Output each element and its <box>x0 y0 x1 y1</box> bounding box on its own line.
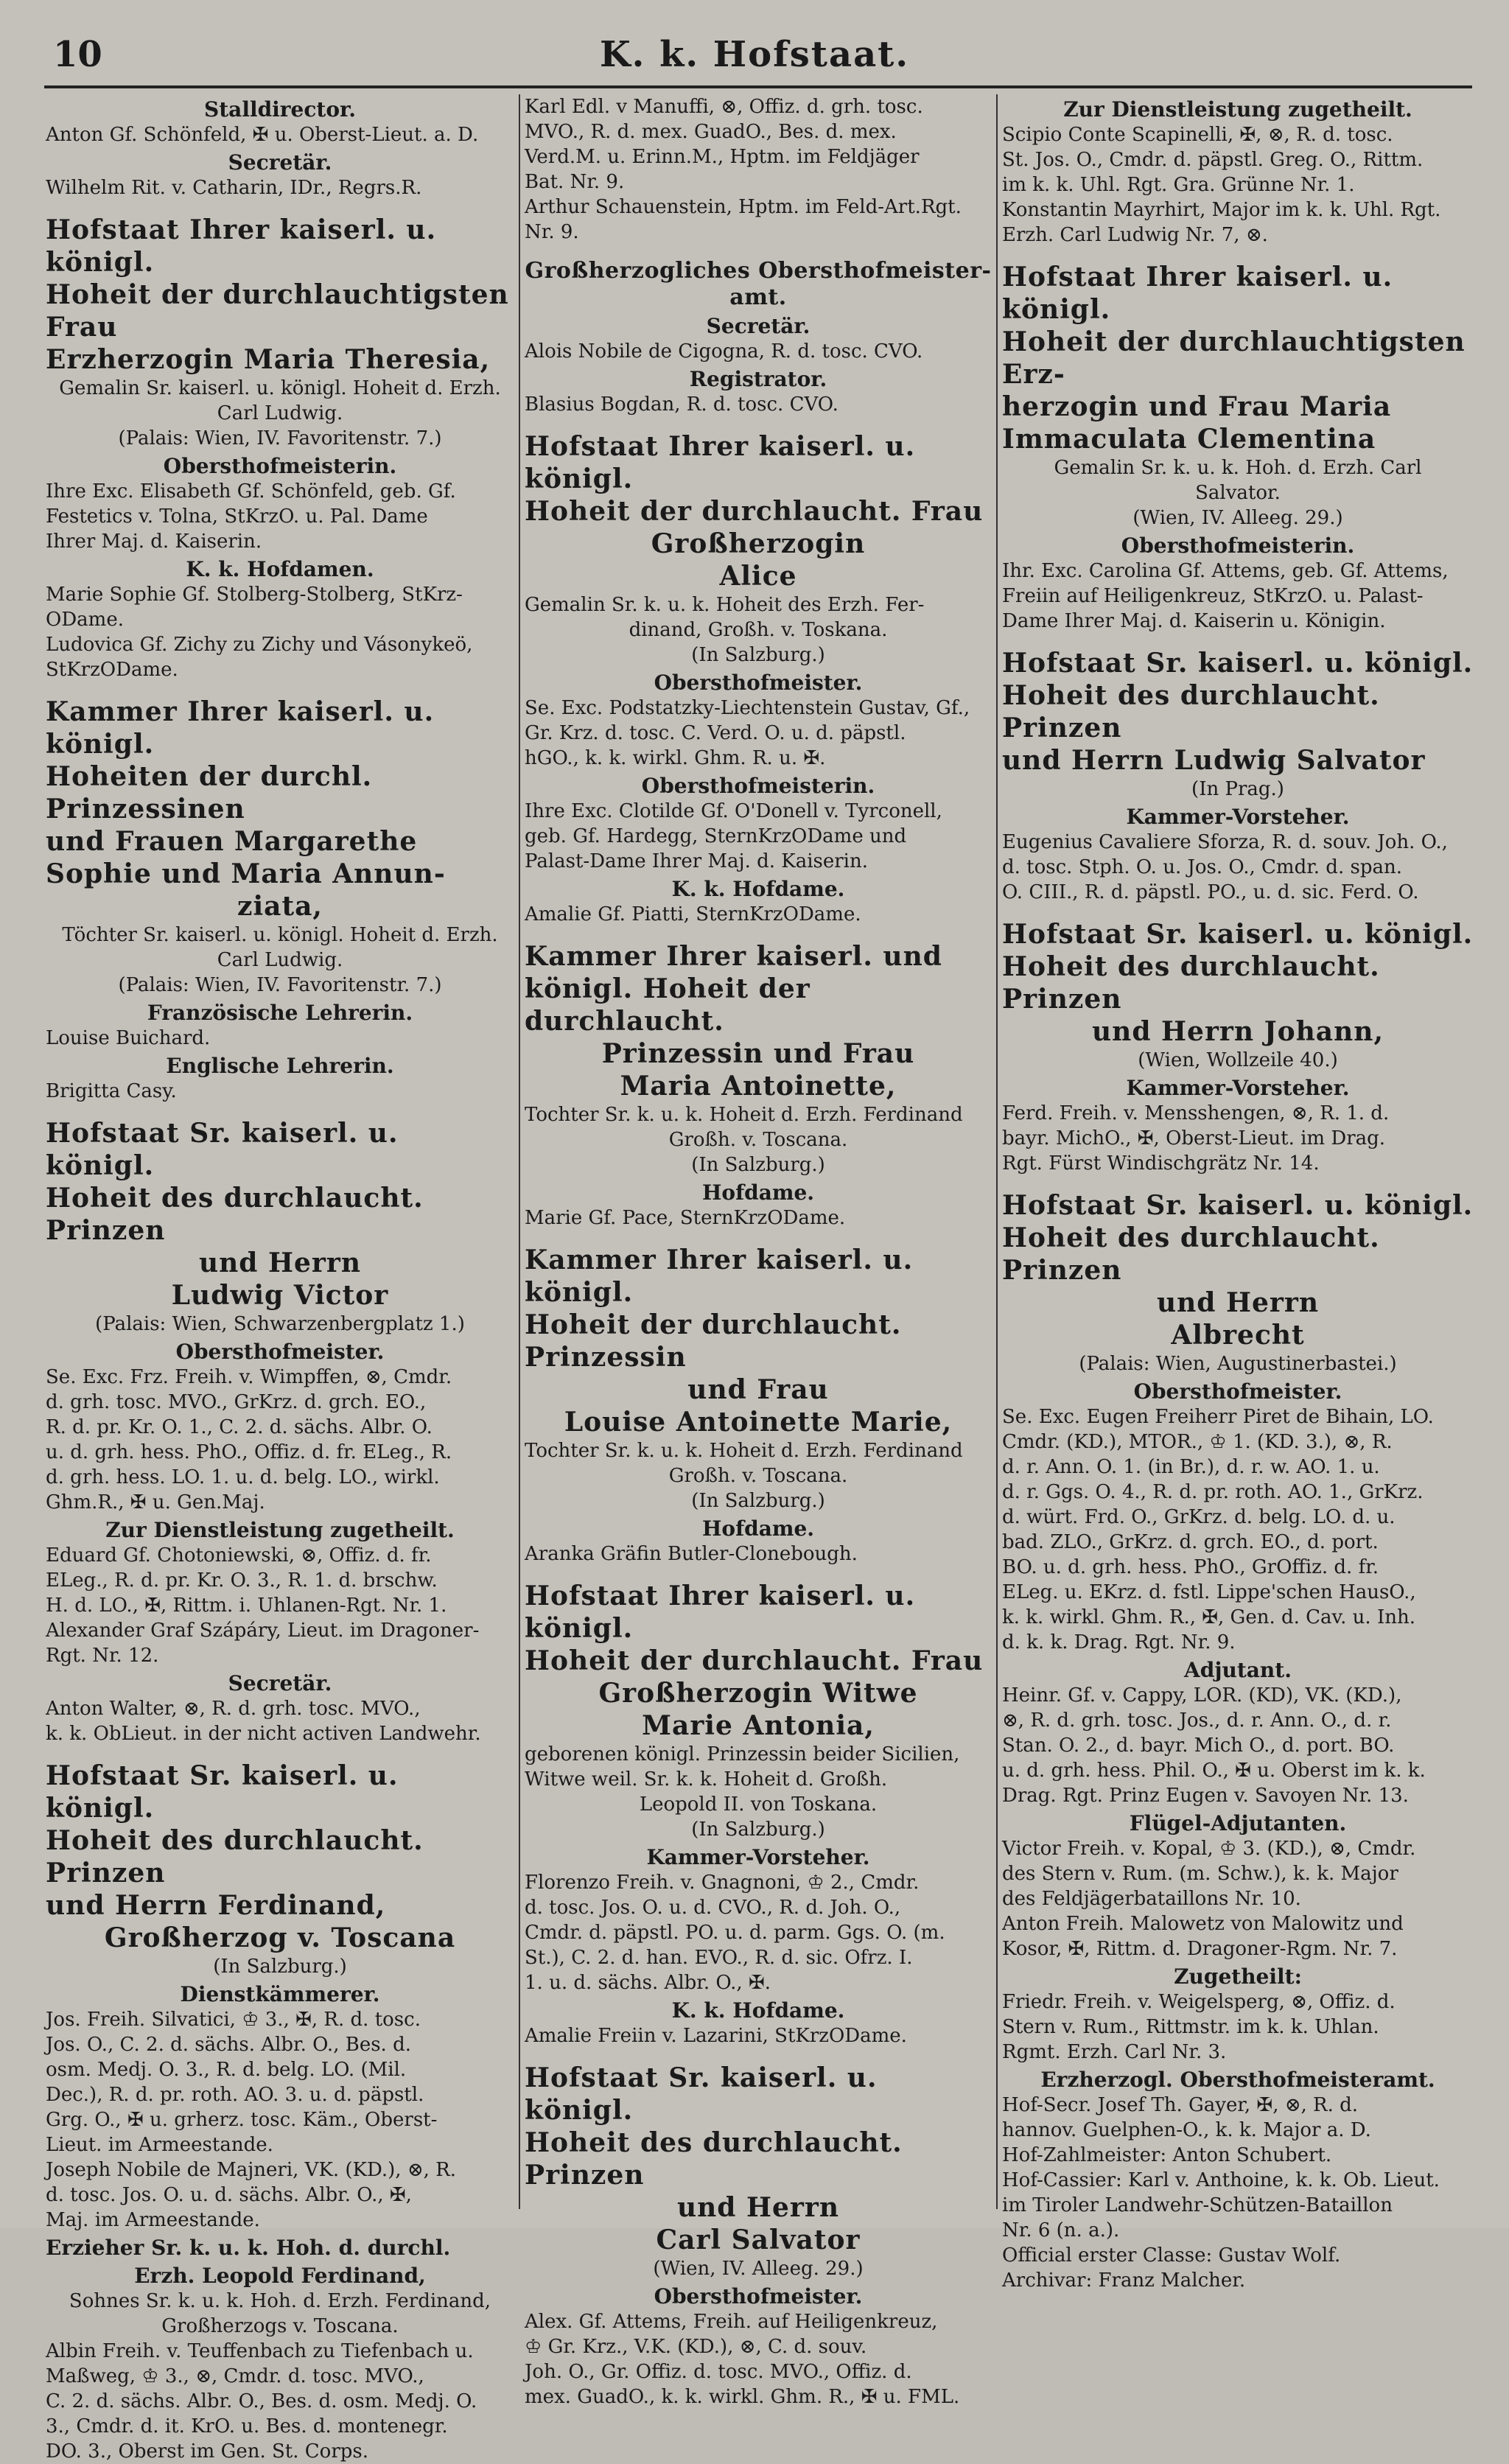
entry-line: u. d. grh. hess. PhO., Offiz. d. fr. ELeg., R. <box>46 1441 452 1463</box>
entry-line: d. r. Ann. O. 1. (in Br.), d. r. w. AO. 1. u. <box>1002 1456 1380 1478</box>
section-continued-entries <box>525 94 992 245</box>
section-heading: königl. Hoheit der durchlaucht. <box>525 973 810 1037</box>
section-heading: Maria Antoinette, <box>620 1071 897 1102</box>
entry-line: Wilhelm Rit. v. Catharin, IDr., Regrs.R. <box>46 177 422 199</box>
entry-line: Alois Nobile de Cigogna, R. d. tosc. CVO. <box>525 340 923 363</box>
entry-line: ⊗, R. d. grh. tosc. Jos., d. r. Ann. O., d. r. <box>1002 1709 1392 1732</box>
entry-line: ODame. <box>46 609 124 631</box>
section-subtitle: K. k. Hofdamen. <box>186 557 374 581</box>
entry-line: StKrzODame. <box>46 659 178 681</box>
section-louise-antoinette <box>525 1244 992 1567</box>
entry-line: Bat. Nr. 9. <box>525 171 625 193</box>
section-subtitle: Französische Lehrerin. <box>147 1001 413 1025</box>
section-margarethe-annunziata <box>46 696 514 1104</box>
entry-line: bayr. MichO., ✠, Oberst-Lieut. im Drag. <box>1002 1127 1386 1149</box>
entry-line: Großh. v. Toscana. <box>668 1129 848 1151</box>
entry-line: (In Prag.) <box>1191 778 1284 800</box>
entry-line: Karl Edl. v Manuffi, ⊗, Offiz. d. grh. tosc. <box>525 96 923 118</box>
section-heading: Hofstaat Sr. kaiserl. u. königl. <box>1002 1190 1474 1221</box>
entry-line: d. würt. Frd. O., GrKrz. d. belg. LO. d. u. <box>1002 1506 1396 1528</box>
section-heading: Kammer Ihrer kaiserl. u. königl. <box>46 696 435 760</box>
section-heading: Hofstaat Sr. kaiserl. u. königl. <box>1002 919 1474 950</box>
entry-line: (In Salzburg.) <box>691 1490 825 1512</box>
entry-line: (In Salzburg.) <box>691 1819 825 1841</box>
entry-line: Heinr. Gf. v. Cappy, LOR. (KD), VK. (KD.), <box>1002 1684 1402 1707</box>
entry-line: geborenen königl. Prinzessin beider Sicilien, <box>525 1743 960 1765</box>
section-heading: Louise Antoinette Marie, <box>564 1407 953 1438</box>
section-heading: Carl Salvator <box>656 2225 861 2255</box>
entry-line: ♔ Gr. Krz., V.K. (KD.), ⊗, C. d. souv. <box>525 2336 867 2358</box>
section-heading: Hofstaat Ihrer kaiserl. u. königl. <box>525 1581 916 1644</box>
section-ludwig-victor <box>46 1117 514 1746</box>
section-grossherzogliches-amt <box>525 258 992 417</box>
entry-line: Jos. Freih. Silvatici, ♔ 3., ✠, R. d. tosc. <box>46 2009 421 2031</box>
section-johann <box>1002 918 1474 1176</box>
section-heading: Hoheit der durchlaucht. Prinzessin <box>525 1309 902 1373</box>
entry-line: Joh. O., Gr. Offiz. d. tosc. MVO., Offiz. d. <box>525 2361 912 2383</box>
entry-line: Marie Sophie Gf. Stolberg-Stolberg, StKrz- <box>46 584 463 606</box>
section-title: Zur Dienstleistung zugetheilt. <box>1063 97 1412 122</box>
section-albrecht <box>1002 1189 1474 2293</box>
entry-line: des Stern v. Rum. (m. Schw.), k. k. Major <box>1002 1863 1398 1885</box>
entry-line: Tochter Sr. k. u. k. Hoheit d. Erzh. Ferdinand <box>525 1104 963 1126</box>
entry-line: d. k. k. Drag. Rgt. Nr. 9. <box>1002 1631 1236 1653</box>
entry-line: Ihr. Exc. Carolina Gf. Attems, geb. Gf. Attems, <box>1002 560 1449 582</box>
entry-line: Se. Exc. Frz. Freih. v. Wimpffen, ⊗, Cmdr. <box>46 1366 452 1388</box>
entry-line: osm. Medj. O. 3., R. d. belg. LO. (Mil. <box>46 2059 407 2081</box>
section-heading: Hoheiten der durchl. Prinzessinen <box>46 761 373 825</box>
entry-line: Carl Ludwig. <box>217 949 343 971</box>
entry-line: Nr. 6 (n. a.). <box>1002 2219 1120 2241</box>
column-3 <box>1002 94 1474 2292</box>
entry-line: Gemalin Sr. k. u. k. Hoheit des Erzh. Fer- <box>525 594 925 616</box>
column-2 <box>525 94 992 2408</box>
entry-line: O. CIII., R. d. päpstl. PO., u. d. sic. Ferd. O. <box>1002 881 1419 903</box>
entry-line: dinand, Großh. v. Toskana. <box>629 619 888 641</box>
entry-line: Drag. Rgt. Prinz Eugen v. Savoyen Nr. 13. <box>1002 1785 1409 1807</box>
entry-line: Rgmt. Erzh. Carl Nr. 3. <box>1002 2041 1227 2063</box>
section-heading: Erzherzogin Maria Theresia, <box>46 344 491 375</box>
section-heading: Hoheit des durchlaucht. Prinzen <box>1002 1222 1380 1286</box>
entry-line: Hof-Cassier: Karl v. Anthoine, k. k. Ob. Lieut. <box>1002 2169 1440 2191</box>
entry-line: R. d. pr. Kr. O. 1., C. 2. d. sächs. Albr. O. <box>46 1416 433 1438</box>
page-header <box>0 0 1509 81</box>
entry-line: Kosor, ✠, Rittm. d. Dragoner-Rgm. Nr. 7. <box>1002 1938 1398 1960</box>
section-heading: ziata, <box>237 891 323 922</box>
entry-line: Hof-Zahlmeister: Anton Schubert. <box>1002 2144 1332 2166</box>
entry-line: Witwe weil. Sr. k. k. Hoheit d. Großh. <box>525 1768 888 1791</box>
entry-line: Carl Ludwig. <box>217 402 343 424</box>
entry-line: ELeg. u. EKrz. d. fstl. Lippe'schen HausO., <box>1002 1581 1416 1603</box>
entry-line: Verd.M. u. Erinn.M., Hptm. im Feldjäger <box>525 146 920 168</box>
entry-line: 1. u. d. sächs. Albr. O., ✠. <box>525 1972 771 1994</box>
section-subtitle: Secretär. <box>706 314 810 338</box>
entry-line: (Palais: Wien, Schwarzenbergplatz 1.) <box>95 1313 465 1335</box>
entry-line: Rgt. Fürst Windischgrätz Nr. 14. <box>1002 1152 1320 1175</box>
entry-line: Alexander Graf Szápáry, Lieut. im Dragoner- <box>46 1620 480 1642</box>
entry-line: im k. k. Uhl. Rgt. Gra. Grünne Nr. 1. <box>1002 174 1355 196</box>
entry-line: Joseph Nobile de Majneri, VK. (KD.), ⊗, R. <box>46 2159 456 2181</box>
section-heading: Sophie und Maria Annun- <box>46 858 446 889</box>
entry-line: d. r. Ggs. O. 4., R. d. pr. roth. AO. 1., GrKrz. <box>1002 1481 1424 1503</box>
entry-line: Amalie Freiin v. Lazarini, StKrzODame. <box>525 2025 907 2047</box>
section-heading: Immaculata Clementina <box>1002 424 1376 455</box>
section-heading: Hoheit des durchlaucht. Prinzen <box>46 1183 424 1246</box>
entry-line: Victor Freih. v. Kopal, ♔ 3. (KD.), ⊗, Cmdr. <box>1002 1838 1416 1860</box>
entry-line: Ihrer Maj. d. Kaiserin. <box>46 531 262 553</box>
entry-line: bad. ZLO., GrKrz. d. grch. EO., d. port. <box>1002 1531 1379 1553</box>
entry-line: d. grh. tosc. MVO., GrKrz. d. grch. EO., <box>46 1391 427 1413</box>
entry-line: Anton Walter, ⊗, R. d. grh. tosc. MVO., <box>46 1698 421 1720</box>
entry-line: Großherzogs v. Toscana. <box>161 2315 399 2337</box>
entry-line: BO. u. d. grh. hess. PhO., GrOffiz. d. fr. <box>1002 1556 1379 1578</box>
entry-line: d. tosc. Stph. O. u. Jos. O., Cmdr. d. span. <box>1002 856 1402 878</box>
entry-line: Sohnes Sr. k. u. k. Hoh. d. Erzh. Ferdinand, <box>69 2290 491 2312</box>
section-subtitle: Zugetheilt: <box>1174 1964 1302 1989</box>
section-heading: Hoheit des durchlaucht. Prinzen <box>46 1825 424 1889</box>
section-heading: Großherzogin <box>651 528 866 559</box>
section-subtitle: Obersthofmeister. <box>1133 1379 1342 1404</box>
section-subtitle: Secretär. <box>228 150 332 175</box>
section-heading: Alice <box>719 561 797 592</box>
entry-line: Alex. Gf. Attems, Freih. auf Heiligenkreuz, <box>525 2311 938 2333</box>
entry-line: Erzh. Carl Ludwig Nr. 7, ⊗. <box>1002 224 1268 246</box>
entry-line: (Wien, IV. Alleeg. 29.) <box>653 2258 864 2280</box>
entry-line: Scipio Conte Scapinelli, ✠, ⊗, R. d. tosc. <box>1002 124 1393 146</box>
section-subtitle: Flügel-Adjutanten. <box>1129 1811 1347 1835</box>
section-subtitle: Kammer-Vorsteher. <box>646 1845 870 1869</box>
section-heading: und Frau <box>687 1374 829 1405</box>
entry-line: Stern v. Rum., Rittmstr. im k. k. Uhlan. <box>1002 2016 1379 2038</box>
entry-line: 3., Cmdr. d. it. KrO. u. Bes. d. montenegr. <box>46 2415 448 2437</box>
running-title: K. k. Hofstaat. <box>599 34 910 75</box>
column-divider <box>519 94 520 2209</box>
entry-line: Anton Gf. Schönfeld, ✠ u. Oberst-Lieut. a. D. <box>46 124 479 146</box>
entry-line: ELeg., R. d. pr. Kr. O. 3., R. 1. d. brschw. <box>46 1569 438 1592</box>
entry-line: Ihre Exc. Elisabeth Gf. Schönfeld, geb. Gf. <box>46 480 456 503</box>
section-subtitle: Erzieher Sr. k. u. k. Hoh. d. durchl. <box>46 2236 451 2260</box>
entry-line: hannov. Guelphen-O., k. k. Major a. D. <box>1002 2119 1371 2141</box>
entry-line: Florenzo Freih. v. Gnagnoni, ♔ 2., Cmdr. <box>525 1872 920 1894</box>
entry-line: Friedr. Freih. v. Weigelsperg, ⊗, Offiz. d. <box>1002 1991 1396 2013</box>
entry-line: (Palais: Wien, IV. Favoritenstr. 7.) <box>118 427 442 449</box>
entry-line: d. grh. hess. LO. 1. u. d. belg. LO., wirkl. <box>46 1466 440 1488</box>
entry-line: St.), C. 2. d. han. EVO., R. d. sic. Ofrz. I. <box>525 1947 913 1969</box>
entry-line: Cmdr. (KD.), MTOR., ♔ 1. (KD. 3.), ⊗, R. <box>1002 1431 1393 1453</box>
section-subtitle: Dienstkämmerer. <box>180 1982 380 2006</box>
section-ludwig-salvator <box>1002 647 1474 905</box>
section-subtitle: Hofdame. <box>701 1516 815 1541</box>
entry-line: Eduard Gf. Chotoniewski, ⊗, Offiz. d. fr. <box>46 1544 432 1567</box>
entry-line: Cmdr. d. päpstl. PO. u. d. parm. Ggs. O. (m. <box>525 1922 945 1944</box>
entry-line: (Wien, IV. Alleeg. 29.) <box>1132 507 1343 529</box>
section-subtitle: Obersthofmeisterin. <box>1121 533 1355 558</box>
section-heading: Albrecht <box>1171 1320 1305 1351</box>
section-heading: Hoheit der durchlauchtigsten Frau <box>46 279 509 343</box>
entry-line: Jos. O., C. 2. d. sächs. Albr. O., Bes. d. <box>46 2034 411 2056</box>
section-subtitle: Obersthofmeister. <box>654 671 863 695</box>
section-dienstleistung <box>1002 97 1474 248</box>
entry-line: Grg. O., ✠ u. grherz. tosc. Käm., Oberst- <box>46 2109 438 2131</box>
section-marie-antonia <box>525 1580 992 2048</box>
entry-line: MVO., R. d. mex. GuadO., Bes. d. mex. <box>525 121 897 143</box>
entry-line: Se. Exc. Podstatzky-Liechtenstein Gustav, Gf., <box>525 697 970 719</box>
entry-line: Marie Gf. Pace, SternKrzODame. <box>525 1207 846 1229</box>
entry-line: Gemalin Sr. kaiserl. u. königl. Hoheit d. Erzh. <box>59 377 501 399</box>
entry-line: Großh. v. Toscana. <box>668 1465 848 1487</box>
entry-line: Se. Exc. Eugen Freiherr Piret de Bihain, LO. <box>1002 1406 1434 1428</box>
entry-line: Eugenius Cavaliere Sforza, R. d. souv. Joh. O., <box>1002 831 1448 853</box>
entry-line: Leopold II. von Toskana. <box>639 1793 878 1816</box>
entry-line: Hof-Secr. Josef Th. Gayer, ✠, ⊗, R. d. <box>1002 2094 1359 2116</box>
section-heading: und Herrn <box>198 1247 362 1278</box>
section-heading: und Herrn Johann, <box>1091 1016 1384 1047</box>
section-maria-antoinette <box>525 940 992 1231</box>
section-subtitle: Kammer-Vorsteher. <box>1126 805 1350 829</box>
entry-line: Blasius Bogdan, R. d. tosc. CVO. <box>525 393 838 416</box>
section-heading: Prinzessin und Frau <box>601 1038 915 1069</box>
column-divider <box>996 94 998 2209</box>
section-heading: Hofstaat Sr. kaiserl. u. königl. <box>46 1760 399 1824</box>
section-subtitle: Obersthofmeisterin. <box>641 774 875 798</box>
entry-line: im Tiroler Landwehr-Schützen-Bataillon <box>1002 2194 1393 2216</box>
entry-line: Stan. O. 2., d. bayr. Mich O., d. port. BO. <box>1002 1735 1395 1757</box>
entry-line: Festetics v. Tolna, StKrzO. u. Pal. Dame <box>46 505 428 528</box>
section-subtitle: Englische Lehrerin. <box>166 1054 394 1078</box>
entry-line: (In Salzburg.) <box>691 644 825 666</box>
entry-line: Gemalin Sr. k. u. k. Hoh. d. Erzh. Carl <box>1054 457 1422 479</box>
section-heading: Großherzogin Witwe <box>598 1678 918 1709</box>
section-heading: Hofstaat Ihrer kaiserl. u. königl. <box>525 431 916 494</box>
section-heading: Großherzogliches Obersthofmeister- <box>525 258 992 284</box>
entry-line: Maßweg, ♔ 3., ⊗, Cmdr. d. tosc. MVO., <box>46 2365 424 2387</box>
section-subtitle: Hofdame. <box>701 1180 815 1205</box>
section-heading: und Herrn <box>1156 1287 1320 1318</box>
entry-line: k. k. ObLieut. in der nicht activen Landwehr. <box>46 1723 481 1745</box>
entry-line: Lieut. im Armeestande. <box>46 2134 273 2156</box>
section-heading: amt. <box>729 284 787 310</box>
section-heading: Hofstaat Ihrer kaiserl. u. königl. <box>1002 262 1393 325</box>
section-subtitle: Obersthofmeister. <box>175 1340 385 1364</box>
section-title: Stalldirector. <box>204 97 356 122</box>
column-1 <box>46 94 514 2463</box>
entry-line: (Wien, Wollzeile 40.) <box>1138 1049 1338 1071</box>
entry-line: St. Jos. O., Cmdr. d. päpstl. Greg. O., Rittm. <box>1002 149 1424 171</box>
entry-line: Freiin auf Heiligenkreuz, StKrzO. u. Palast- <box>1002 585 1424 607</box>
section-subtitle: K. k. Hofdame. <box>671 877 845 901</box>
entry-line: (In Salzburg.) <box>213 1956 347 1978</box>
entry-line: Brigitta Casy. <box>46 1080 177 1102</box>
entry-line: Dec.), R. d. pr. roth. AO. 3. u. d. päpstl. <box>46 2084 424 2106</box>
section-subtitle: Kammer-Vorsteher. <box>1126 1076 1350 1100</box>
entry-line: C. 2. d. sächs. Albr. O., Bes. d. osm. Medj. O. <box>46 2390 477 2412</box>
entry-line: Tochter Sr. k. u. k. Hoheit d. Erzh. Ferdinand <box>525 1440 963 1462</box>
section-subtitle: Adjutant. <box>1184 1658 1292 1682</box>
section-heading: Hoheit der durchlaucht. Frau <box>525 1645 984 1676</box>
entry-line: k. k. wirkl. Ghm. R., ✠, Gen. d. Cav. u. Inh. <box>1002 1606 1415 1628</box>
section-heading: und Frauen Margarethe <box>46 826 418 857</box>
entry-line: Official erster Classe: Gustav Wolf. <box>1002 2244 1341 2267</box>
entry-line: Gr. Krz. d. tosc. C. Verd. O. u. d. päpstl. <box>525 722 906 744</box>
entry-line: Ferd. Freih. v. Mensshengen, ⊗, R. 1. d. <box>1002 1102 1390 1124</box>
entry-line: mex. GuadO., k. k. wirkl. Ghm. R., ✠ u. FML. <box>525 2386 960 2408</box>
section-heading: Hofstaat Ihrer kaiserl. u. königl. <box>46 214 437 278</box>
entry-line: d. tosc. Jos. O. u. d. CVO., R. d. Joh. O., <box>525 1897 901 1919</box>
section-heading: Kammer Ihrer kaiserl. und <box>525 941 942 972</box>
entry-line: Maj. im Armeestande. <box>46 2209 260 2231</box>
entry-line: DO. 3., Oberst im Gen. St. Corps. <box>46 2440 369 2463</box>
entry-line: Salvator. <box>1195 482 1281 504</box>
section-heading: Hoheit des durchlaucht. Prinzen <box>1002 680 1380 743</box>
entry-line: Dame Ihrer Maj. d. Kaiserin u. Königin. <box>1002 610 1386 632</box>
entry-line: Anton Freih. Malowetz von Malowitz und <box>1002 1913 1404 1935</box>
entry-line: Ghm.R., ✠ u. Gen.Maj. <box>46 1491 265 1513</box>
section-subtitle: Obersthofmeister. <box>654 2284 863 2309</box>
section-subtitle: Obersthofmeisterin. <box>163 454 397 478</box>
section-heading: Hoheit des durchlaucht. Prinzen <box>525 2127 903 2191</box>
entry-line: d. tosc. Jos. O. u. d. sächs. Albr. O., ✠, <box>46 2184 412 2206</box>
section-heading: Hofstaat Sr. kaiserl. u. königl. <box>525 2062 878 2126</box>
section-heading: Großherzog v. Toscana <box>104 1922 456 1953</box>
entry-line: u. d. grh. hess. Phil. O., ✠ u. Oberst im k. k. <box>1002 1760 1426 1782</box>
section-subtitle: Erzh. Leopold Ferdinand, <box>134 2264 426 2288</box>
section-stalldirector <box>46 97 514 200</box>
entry-line: Ihre Exc. Clotilde Gf. O'Donell v. Tyrconell, <box>525 800 942 822</box>
section-ferdinand <box>46 1760 514 2464</box>
section-maria-theresia <box>46 214 514 682</box>
section-heading: und Herrn <box>676 2192 840 2223</box>
entry-line: Louise Buichard. <box>46 1027 211 1049</box>
entry-line: Aranka Gräfin Butler-Clonebough. <box>525 1543 858 1565</box>
section-heading: Hoheit der durchlauchtigsten Erz- <box>1002 326 1466 390</box>
entry-line: Ludovica Gf. Zichy zu Zichy und Vásonykeö, <box>46 634 473 656</box>
section-subtitle: Registrator. <box>689 367 827 391</box>
section-heading: Kammer Ihrer kaiserl. u. königl. <box>525 1245 914 1308</box>
section-heading: Hoheit des durchlaucht. Prinzen <box>1002 951 1380 1015</box>
entry-line: Nr. 9. <box>525 221 579 243</box>
entry-line: hGO., k. k. wirkl. Ghm. R. u. ✠. <box>525 747 826 769</box>
page-number: 10 <box>53 34 102 75</box>
entry-line: Töchter Sr. kaiserl. u. königl. Hoheit d. Erzh. <box>62 924 498 946</box>
entry-line: Arthur Schauenstein, Hptm. im Feld-Art.Rgt. <box>525 196 962 218</box>
entry-line: geb. Gf. Hardegg, SternKrzODame und <box>525 825 907 847</box>
entry-line: Rgt. Nr. 12. <box>46 1645 159 1667</box>
section-heading: Hofstaat Sr. kaiserl. u. königl. <box>46 1118 399 1181</box>
entry-line: des Feldjägerbataillons Nr. 10. <box>1002 1888 1301 1910</box>
entry-line: (Palais: Wien, Augustinerbastei.) <box>1079 1353 1397 1375</box>
entry-line: Konstantin Mayrhirt, Major im k. k. Uhl. Rgt. <box>1002 199 1441 221</box>
section-subtitle: Secretär. <box>228 1671 332 1695</box>
section-heading: Marie Antonia, <box>642 1710 875 1741</box>
section-alice <box>525 430 992 927</box>
section-heading: und Herrn Ferdinand, <box>46 1890 386 1921</box>
section-subtitle: Zur Dienstleistung zugetheilt. <box>105 1518 455 1542</box>
section-heading: Hoheit der durchlaucht. Frau <box>525 496 984 527</box>
entry-line: Amalie Gf. Piatti, SternKrzODame. <box>525 903 861 925</box>
entry-line: (Palais: Wien, IV. Favoritenstr. 7.) <box>118 974 442 996</box>
entry-line: H. d. LO., ✠, Rittm. i. Uhlanen-Rgt. Nr. 1. <box>46 1595 447 1617</box>
section-maria-immaculata <box>1002 261 1474 634</box>
section-subtitle: K. k. Hofdame. <box>671 1998 845 2023</box>
section-carl-salvator <box>525 2062 992 2409</box>
section-heading: Hofstaat Sr. kaiserl. u. königl. <box>1002 648 1474 679</box>
section-heading: herzogin und Frau Maria <box>1002 391 1392 422</box>
section-heading: Ludwig Victor <box>171 1280 389 1311</box>
entry-line: Palast-Dame Ihrer Maj. d. Kaiserin. <box>525 850 869 872</box>
header-rule <box>44 85 1472 88</box>
entry-line: (In Salzburg.) <box>691 1154 825 1176</box>
entry-line: Albin Freih. v. Teuffenbach zu Tiefenbach u. <box>46 2340 474 2362</box>
entry-line: Archivar: Franz Malcher. <box>1002 2269 1246 2292</box>
section-subtitle: Erzherzogl. Obersthofmeisteramt. <box>1040 2068 1435 2092</box>
section-heading: und Herrn Ludwig Salvator <box>1002 745 1426 776</box>
